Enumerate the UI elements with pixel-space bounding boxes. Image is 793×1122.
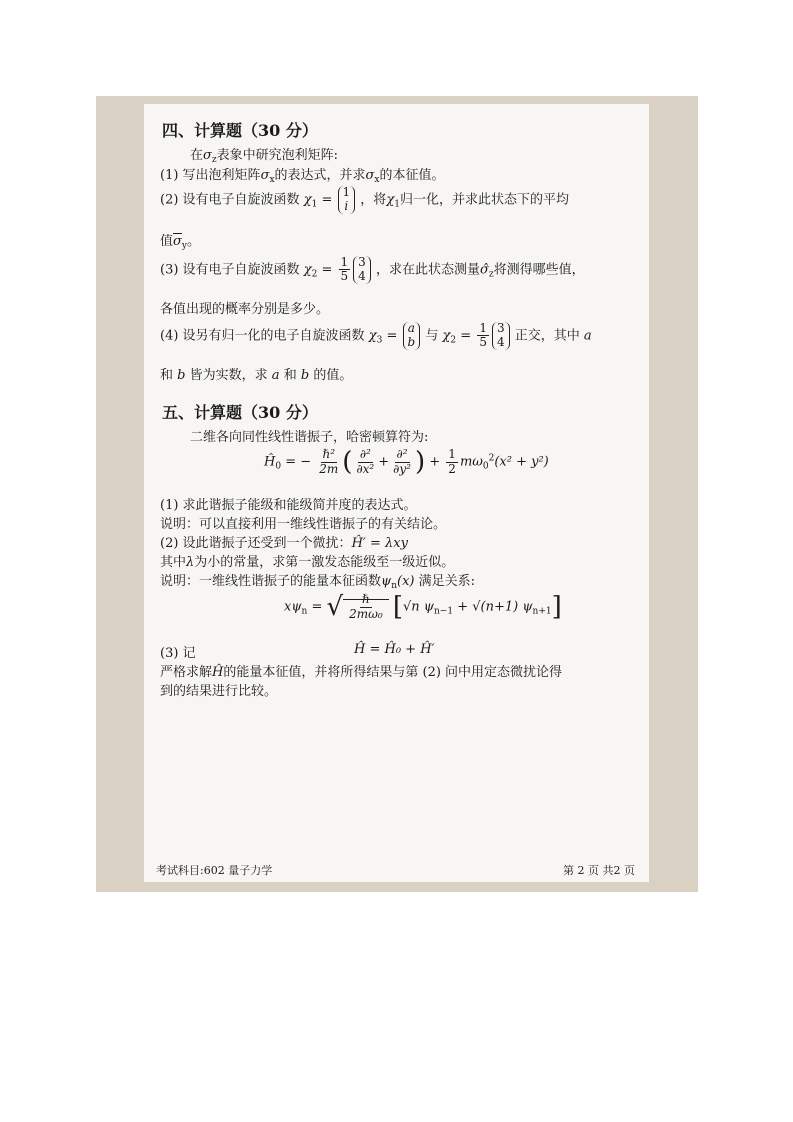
q3-text-a: (3) 设有电子自旋波函数 [160,262,300,278]
intro-sigma-sub: z [211,155,217,165]
question-5-3 [160,661,562,680]
q2-chi2: χ [386,192,395,208]
q3-column-vector [353,256,371,284]
q3-frac-den: 5 [340,269,349,284]
q2-column-vector [338,186,356,214]
q3-sigma-sub: z [488,269,494,280]
q4-chi2-sub: 2 [450,335,457,346]
q3-frac-num: 1 [340,255,349,270]
q2-chi-sub: 1 [311,199,318,210]
q4-chi3-sub: 3 [376,335,383,346]
h0-f3-num: ∂² [396,447,408,462]
q4-vec-top: 3 [496,321,505,335]
q2-text-a: (2) 设有电子自旋波函数 [160,192,300,208]
q4-text-c: 正交，其中 [514,328,580,344]
q1-text-c: 的本征值。 [379,168,445,183]
h0-omega-sub: 0 [482,461,489,472]
q1-sigma-sub: x [269,175,275,185]
intro-pre: 在 [190,148,204,163]
h0-frac-dy [391,448,413,475]
question-5-2-cont [160,551,454,570]
h0-m-omega: mω [459,454,483,470]
note-5-1: 说明：可以直接利用一维线性谐振子的有关结论。 [160,517,447,532]
q1-sigma2-sub: x [374,175,380,185]
rel-equals: = [311,599,323,615]
rel-bracket-close: ] [551,592,562,622]
question-5-3-label: (3) 记 [160,646,196,661]
note2-psi: ψ [381,574,392,589]
q4-b-symbol: b [177,368,186,383]
q4-text-a: (4) 设另有归一化的电子自旋波函数 [160,328,365,344]
q4-b-symbol2: b [300,368,310,383]
q5-2-text: (2) 设此谐振子还受到一个微扰： [160,536,352,551]
question-4-2-cont [160,230,200,251]
rel-term1-sub: n−1 [433,606,454,617]
q4-frac-den: 5 [479,335,487,350]
q4-text-g: 的值。 [313,368,353,383]
q4-equals: = [386,328,398,344]
question-4-3-cont: 各值出现的概率分别是多少。 [160,302,330,317]
h0-f2-num: ∂² [359,447,371,462]
rel-frac-num: ℏ [362,592,370,607]
q4-text-f: 和 [283,368,297,383]
rel-sqrt-body [343,592,389,621]
q4-a-symbol: a [583,328,592,344]
h0-plus: + [378,454,390,470]
q4-column-vector [492,322,510,350]
q2-sigma-sub: y [181,241,187,251]
q4-text-b: 与 [425,328,439,344]
intro-sigma: σ [203,148,212,163]
note2-text-a: 说明：一维线性谐振子的能量本征函数 [160,574,382,589]
h0-paren-open: ( [342,447,353,477]
question-5-1: (1) 求此谐振子能级和能级简并度的表达式。 [160,498,417,513]
q2-vec-top: 1 [342,185,351,199]
q5-2-post: 为小的常量，求第一激发态能级至一级近似。 [194,555,455,570]
q4-a-symbol2: a [271,368,280,383]
h0-f2-den: ∂x² [356,461,375,476]
q4-chi2: χ [442,328,451,344]
q3-fraction [339,256,351,283]
q1-sigma2: σ [365,168,375,183]
q4-column-vector-ab [403,322,421,350]
rel-frac-den: 2mω₀ [349,606,383,621]
rel-x-psi: xψ [284,599,302,615]
q4-vec-b: b [407,334,416,349]
h0-f4-den: 2 [448,461,456,476]
q3-chi: χ [303,262,312,278]
question-4-2 [160,186,569,214]
question-4-3 [160,256,585,284]
h0-f1-den: 2m [319,461,339,476]
page-number-footer: 第 2 页 共2 页 [563,864,635,877]
note2-arg: (x) [397,574,415,589]
h0-symbol: Ĥ [264,454,276,470]
section-5-intro: 二维各向同性线性谐振子，哈密顿算符为: [190,430,429,445]
h0-xy-term: (x² + y²) [494,454,549,470]
h0-frac-half [446,448,458,475]
question-4-4-cont [160,364,352,383]
question-5-3-cont: 到的结果进行比较。 [160,684,278,699]
hamiltonian-h0-equation [264,447,549,477]
h0-sub: 0 [275,461,282,472]
q2-equals: = [321,192,333,208]
q4-fraction [477,322,489,349]
q3-vec-bottom: 4 [358,268,366,283]
h0-f4-num: 1 [448,447,456,462]
perturbation-h-prime: Ĥ′ = λxy [351,536,408,551]
q2-chi: χ [303,192,312,208]
note2-psi-sub: n [391,581,398,591]
q3-vec-top: 3 [358,255,366,269]
scanned-page-frame [96,96,698,892]
rel-fraction [347,593,385,620]
q1-text-b: 的表达式，并求 [274,168,366,183]
exam-subject-footer: 考试科目:602 量子力学 [156,864,273,877]
h0-plus2: + [429,454,441,470]
q3-chi-sub: 2 [311,269,318,280]
q1-sigma: σ [260,168,270,183]
q5-2-pre: 其中 [160,555,187,570]
question-5-2 [160,532,408,551]
q3-text-b: ，求在此状态测量 [375,262,480,278]
note2-text-b: 满足关系: [418,574,476,589]
question-4-4 [160,322,592,350]
section-5-heading: 五、计算题（30 分） [162,403,318,422]
h0-f3-den: ∂y² [393,461,411,476]
q4-chi3: χ [368,328,377,344]
q3-text-c: 将测得哪些值， [493,262,585,278]
q4-vec-bottom: 4 [496,334,505,349]
q3-equals: = [321,262,333,278]
q5-3-text-a: 严格求解 [160,665,213,680]
q2-sigma-mean: $\overline{\sigma}$ [173,234,182,249]
h0-frac-dx [354,448,376,475]
recurrence-relation-equation [284,592,562,622]
question-4-1 [160,164,445,185]
q4-text-e: 皆为实数，求 [189,368,268,383]
h0-paren-close: ) [414,447,426,477]
q4-text-d: 和 [160,368,174,383]
q4-equals2: = [460,328,472,344]
q2-text-c: 归一化，并求此状态下的平均 [399,192,569,208]
lambda-symbol: λ [186,555,195,570]
section-4-intro [190,144,338,165]
rel-term1: √n ψ [403,599,434,615]
rel-plus: + [457,599,469,615]
total-hamiltonian-equation: Ĥ = Ĥ₀ + Ĥ′ [354,642,435,657]
q3-sigma-hat: σ̂ [479,262,489,278]
q4-frac-num: 1 [479,321,487,336]
section-4-heading: 四、计算题（30 分） [162,121,318,140]
h0-f1-num: ℏ² [322,447,336,462]
q5-3-h-symbol: Ĥ [212,665,224,680]
q1-text-a: (1) 写出泡利矩阵 [160,168,261,183]
q4-vec-a: a [407,321,415,335]
rel-sqrt-sign: √ [326,592,344,622]
q2-text-d: 值 [160,234,174,249]
q2-vec-bottom: i [344,198,349,213]
h0-equals-minus: = − [285,454,312,470]
h0-omega-sup: 2 [488,453,495,464]
intro-post: 表象中研究泡利矩阵: [216,148,339,163]
rel-bracket-open: [ [392,592,403,622]
q5-3-text-b: 的能量本征值，并将所得结果与第 (2) 问中用定态微扰论得 [223,665,563,680]
q2-chi2-sub: 1 [394,199,400,210]
note-5-2 [160,570,475,591]
q2-text-b: ，将 [360,192,387,208]
h0-frac-hbar [317,448,340,475]
q2-text-e: 。 [186,234,200,249]
rel-term2-sub: n+1 [532,606,552,617]
exam-page [144,104,649,882]
rel-psi-sub: n [301,606,308,617]
rel-term2: √(n+1) ψ [472,599,533,615]
